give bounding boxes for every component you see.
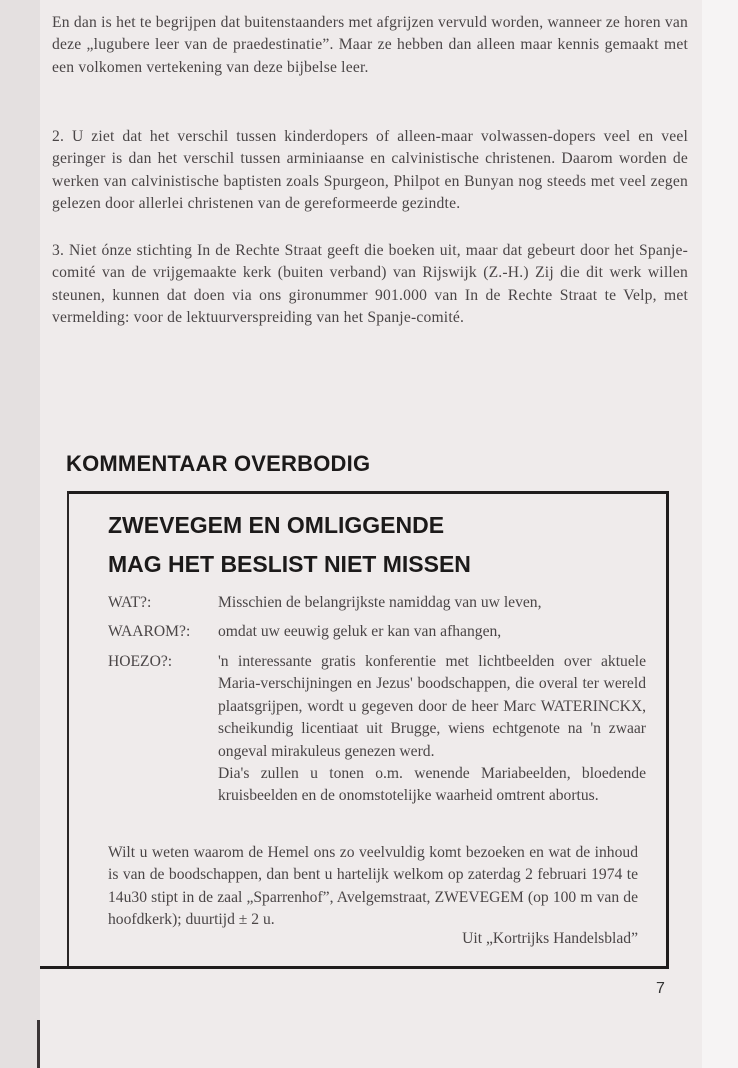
row-label: HOEZO?: [108, 653, 173, 670]
row-label: WAAROM?: [108, 623, 191, 640]
paragraph-3: 3. Niet ónze stichting In de Rechte Straat geeft die boeken uit, maar dat gebeurt door het Spanje-comité van de vrijgemaakte kerk (buiten verband) van Rijswijk (Z.-H.) Zij die dit werk willen steunen, kunnen dat doen via ons gironummer 901.000 van In de Rechte Straat te Velp, met vermelding: voor de lektuurverspreiding van het Spanje-comité. [52, 242, 688, 327]
section-title: KOMMENTAAR OVERBODIG [66, 451, 371, 476]
row-value-text: 'n interessante gratis konferentie met lichtbeelden over aktuele Maria-verschijningen en Jezus' boodschappen, die overal ter wereld plaatsgrijpen, wordt u gegeven door de heer Marc WATERINCKX, scheikundig licentiaat uit Brugge, wiens echtgenote na 'n zwaar ongeval mirakuleus genezen werd. [218, 653, 646, 760]
clipping-heading-line-1: ZWEVEGEM EN OMLIGGENDE [108, 512, 445, 538]
scan-right-margin [702, 0, 738, 1068]
scan-left-margin [0, 0, 40, 1068]
clipping-source: Uit „Kortrijks Handelsblad” [462, 930, 638, 947]
page-number: 7 [656, 980, 665, 997]
box-border-top [67, 491, 669, 494]
row-value: omdat uw eeuwig geluk er kan van afhangen, [218, 623, 502, 640]
clipping-heading-line-2: MAG HET BESLIST NIET MISSEN [108, 551, 471, 577]
paragraph-2: 2. U ziet dat het verschil tussen kinderdopers of alleen-maar volwassen-dopers veel en veel geringer is dan het verschil tussen arminiaanse en calvinistische christenen. Daarom worden de werken van calvinistische baptisten zoals Spurgeon, Philpot en Bunyan nog steeds met veel zegen gelezen door allerlei christenen van de gereformeerde gezindte. [52, 128, 688, 213]
row-value-text-2: Dia's zullen u tonen o.m. wenende Mariabeelden, bloedende kruisbeelden en de onomstotelijke waarheid omtrent abortus. [218, 765, 646, 805]
row-value [218, 651, 646, 808]
box-border-bottom [40, 966, 669, 969]
paragraph-1: En dan is het te begrijpen dat buitenstaanders met afgrijzen vervuld worden, wanneer ze horen van deze „lugubere leer van de praedestinatie”. Maar ze hebben dan alleen maar kennis gemaakt met een volkomen vertekening van deze bijbelse leer. [52, 14, 688, 76]
clipping-invitation: Wilt u weten waarom de Hemel ons zo veelvuldig komt bezoeken en wat de inhoud is van de boodschappen, dan bent u hartelijk welkom op zaterdag 2 februari 1974 te 14u30 stipt in de zaal „Sparrenhof”, Avelgemstraat, ZWEVEGEM (op 100 m van de hoofdkerk); duurtijd ± 2 u. [108, 844, 638, 929]
box-border-right [666, 491, 669, 969]
row-value: Misschien de belangrijkste namiddag van uw leven, [218, 594, 542, 611]
scan-edge-shadow [37, 1020, 40, 1068]
box-border-left [67, 491, 69, 969]
row-label: WAT?: [108, 594, 152, 611]
